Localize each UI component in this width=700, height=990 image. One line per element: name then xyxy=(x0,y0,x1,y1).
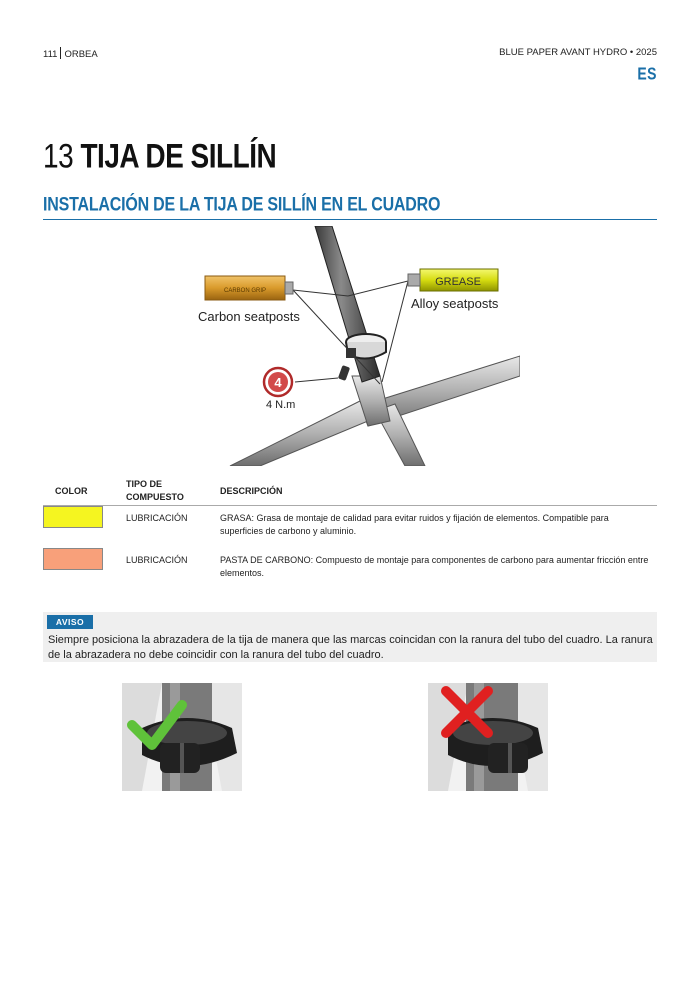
section-title-text: TIJA DE SILLÍN xyxy=(80,137,277,175)
table-header-description: DESCRIPCIÓN xyxy=(220,486,283,496)
subsection-rule xyxy=(43,219,657,220)
torque-number: 4 xyxy=(274,375,282,390)
table-header-type: TIPO DE COMPUESTO xyxy=(126,479,184,502)
page-header-left xyxy=(43,47,98,60)
table-header-rule xyxy=(43,505,657,506)
grease-tube xyxy=(408,269,498,291)
table-header-color: COLOR xyxy=(55,486,88,496)
row-description: PASTA DE CARBONO: Compuesto de montaje para componentes de carbono para aumentar fricción entre elementos. xyxy=(220,555,649,578)
incorrect-clamp-photo xyxy=(428,683,548,791)
subsection-title: INSTALACIÓN DE LA TIJA DE SILLÍN EN EL CUADRO xyxy=(43,195,441,216)
color-swatch-yellow xyxy=(43,506,103,528)
carbon-tube-text: CARBON GRIP xyxy=(223,288,267,294)
row-type: LUBRICACIÓN xyxy=(126,513,188,523)
section-number: 13 xyxy=(43,137,74,175)
carbon-grip-tube xyxy=(205,276,293,300)
document-title: BLUE PAPER AVANT HYDRO • 2025 xyxy=(499,47,657,58)
clamp-bolt xyxy=(338,365,350,381)
brand-name: ORBEA xyxy=(64,49,98,60)
torque-badge xyxy=(264,368,292,396)
row-type: LUBRICACIÓN xyxy=(126,555,188,565)
grease-tube-text: GREASE xyxy=(435,276,481,288)
aviso-label: AVISO xyxy=(47,615,93,629)
row-description: GRASA: Grasa de montaje de calidad para evitar ruidos y fijación de elementos. Compatible para superficies de carbono y aluminio. xyxy=(220,513,609,536)
carbon-seatposts-label: Carbon seatposts xyxy=(198,309,300,324)
section-title xyxy=(43,137,276,176)
header-divider xyxy=(60,47,61,59)
seatpost-installation-figure xyxy=(190,226,520,466)
language-code: ES xyxy=(637,63,657,83)
seat-clamp xyxy=(346,334,386,359)
alloy-seatposts-label: Alloy seatposts xyxy=(411,296,499,311)
page-number: 111 xyxy=(43,49,58,60)
color-swatch-orange xyxy=(43,548,103,570)
torque-label: 4 N.m xyxy=(266,399,296,411)
aviso-text: Siempre posiciona la abrazadera de la tija de manera que las marcas coincidan con la ranura del tubo del cuadro. La ranura de la abrazadera no debe coincidir con la ranura del tubo del cuadro. xyxy=(48,634,653,661)
correct-clamp-photo xyxy=(122,683,242,791)
